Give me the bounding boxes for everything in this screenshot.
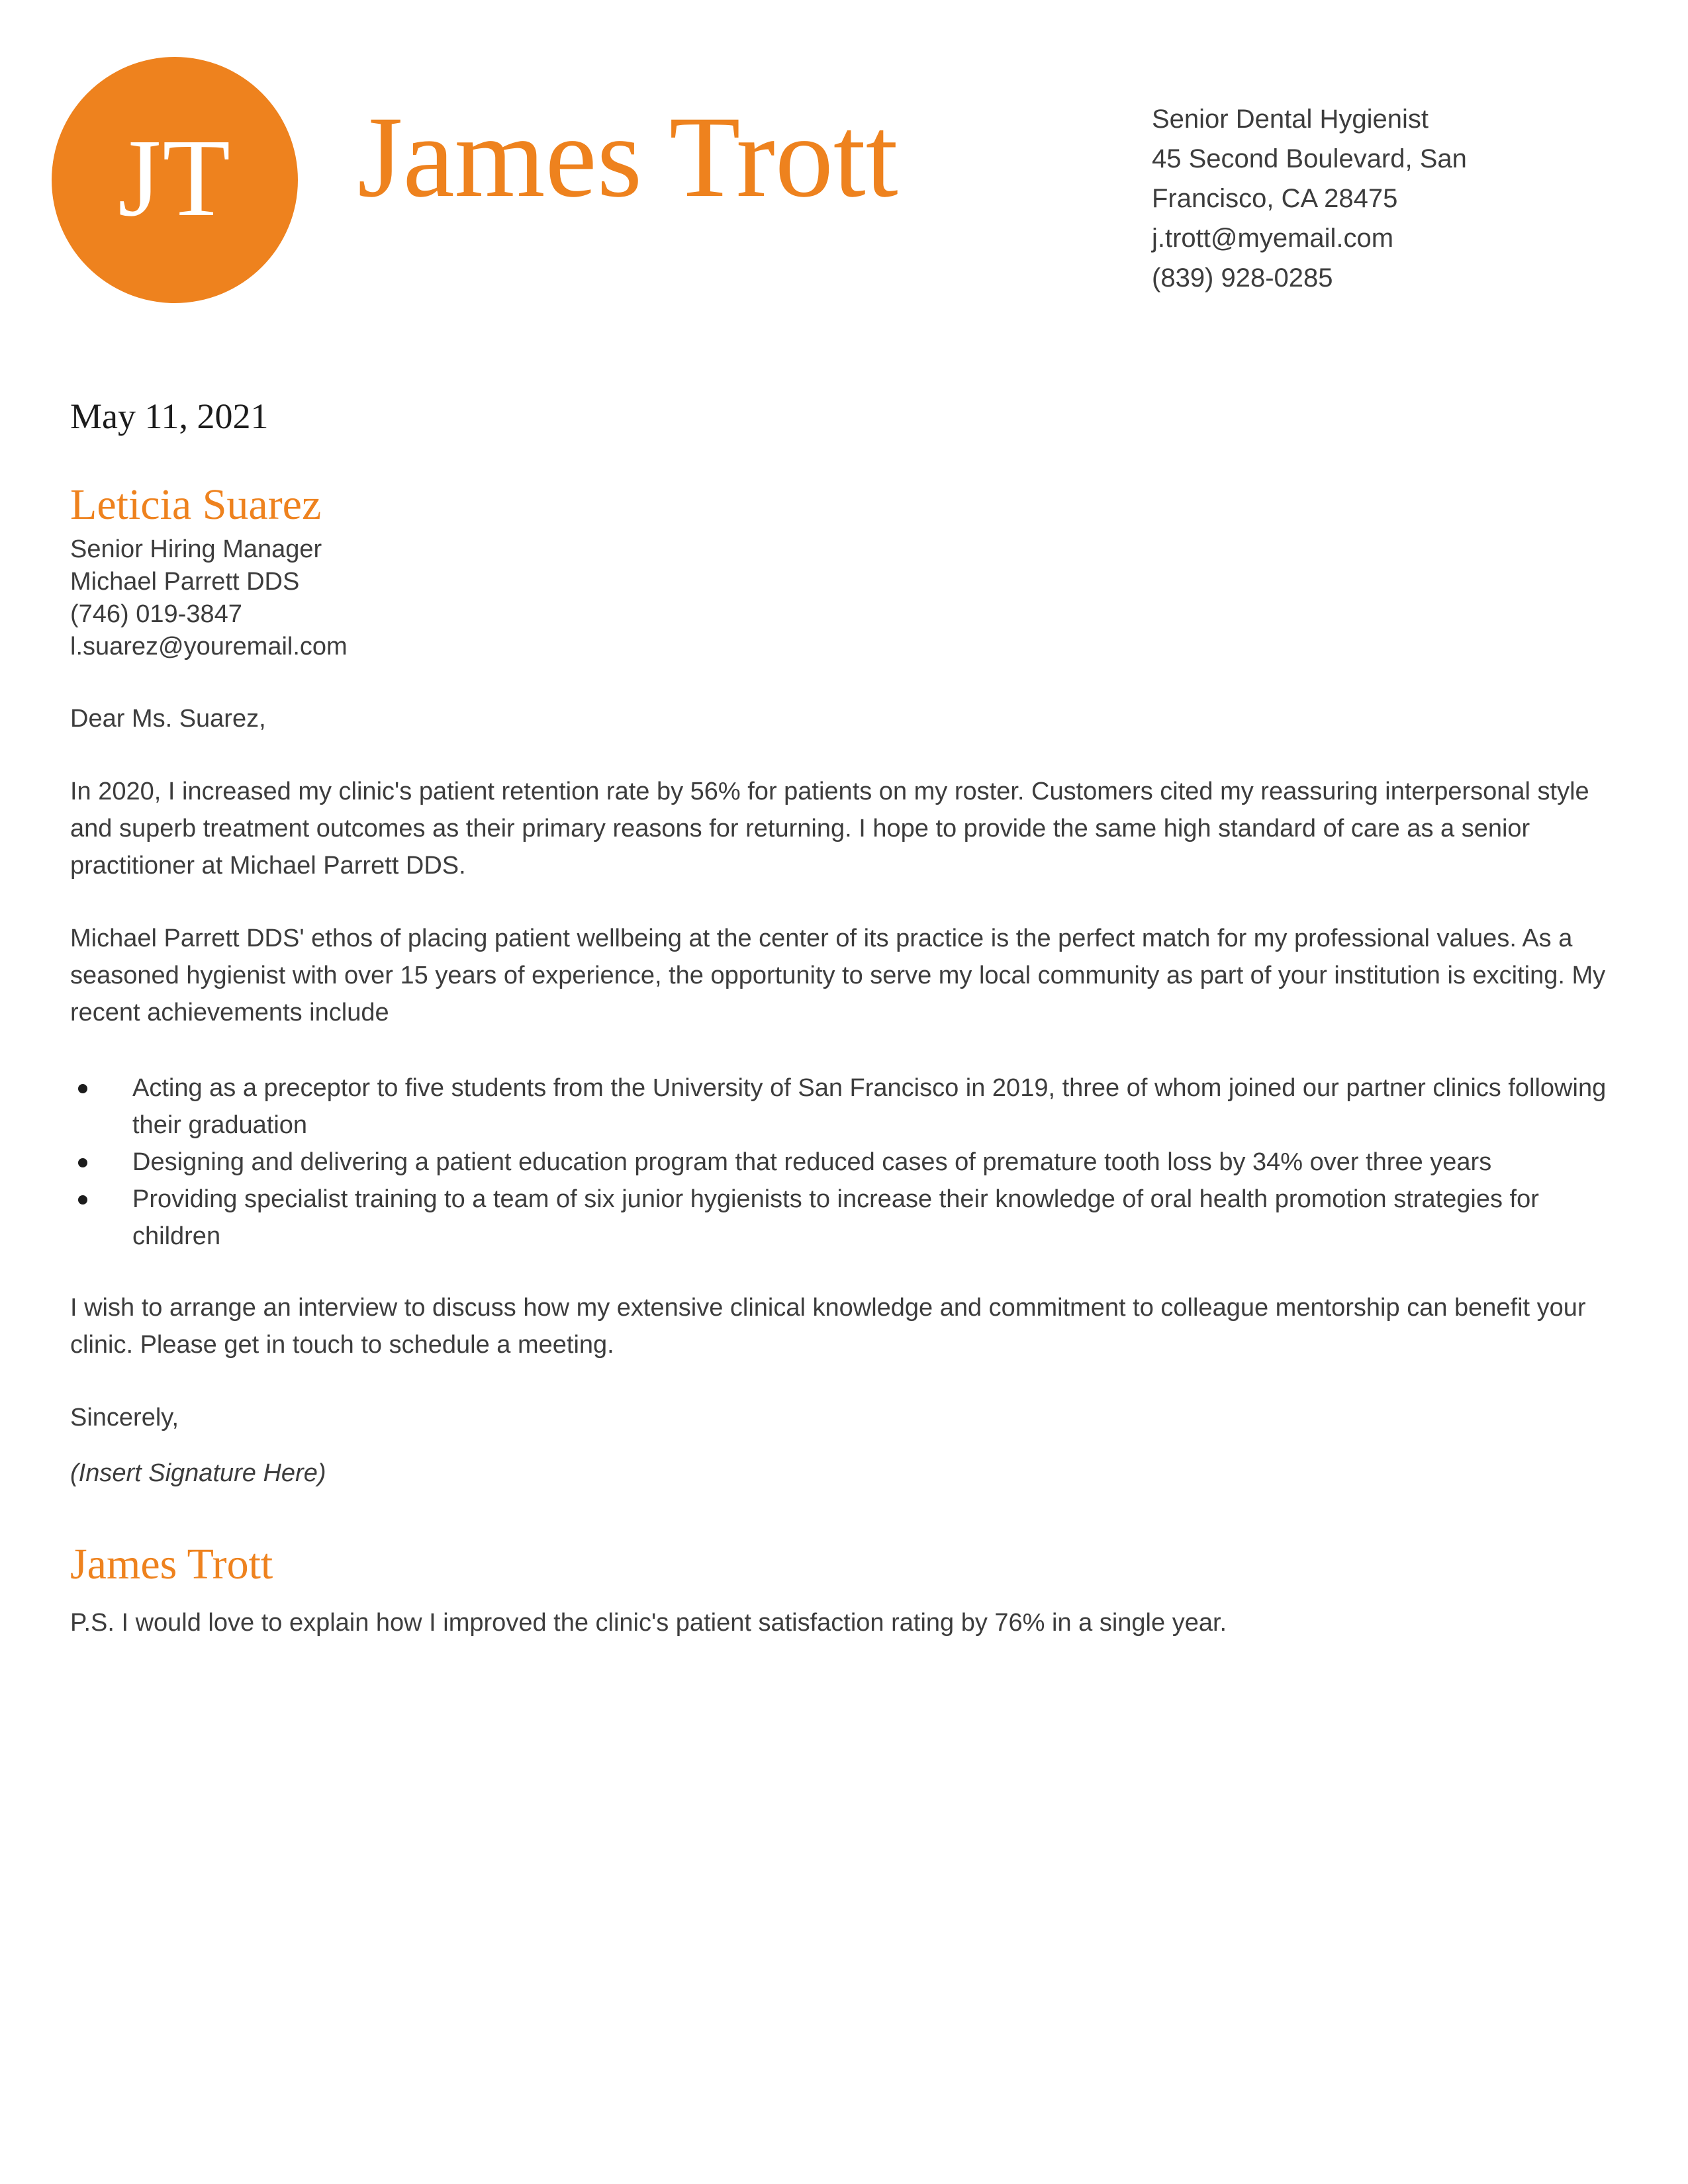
recipient-details <box>70 533 348 663</box>
recipient-phone: (746) 019-3847 <box>70 600 242 628</box>
letter-date: May 11, 2021 <box>70 396 269 436</box>
sender-address-line-2: Francisco, CA 28475 <box>1152 184 1398 213</box>
sender-contact-block <box>1152 99 1549 298</box>
sender-name-heading: James Trott <box>357 93 898 222</box>
signature-placeholder: (Insert Signature Here) <box>70 1459 326 1487</box>
sender-job-title: Senior Dental Hygienist <box>1152 105 1429 134</box>
postscript: P.S. I would love to explain how I improved the clinic's patient satisfaction rating by 76% in a single year. <box>70 1609 1227 1637</box>
list-item: Acting as a preceptor to five students from the University of San Francisco in 2019, three of whom joined our partner clinics following their graduation <box>70 1069 1613 1144</box>
salutation: Dear Ms. Suarez, <box>70 705 266 733</box>
recipient-company: Michael Parrett DDS <box>70 568 300 596</box>
body-paragraph-2: Michael Parrett DDS' ethos of placing patient wellbeing at the center of its practice is the perfect match for my professional values. As a seasoned hygienist with over 15 years of experience, the opportunity to serve my local community as part of your institution is exciting. My recent achievements include <box>70 925 1606 1026</box>
monogram-badge <box>52 57 298 303</box>
achievements-list <box>70 1069 1613 1255</box>
recipient-title: Senior Hiring Manager <box>70 535 322 563</box>
list-item: Designing and delivering a patient education program that reduced cases of premature tooth loss by 34% over three years <box>70 1144 1613 1181</box>
signer-name: James Trott <box>70 1540 273 1588</box>
signoff: Sincerely, <box>70 1404 179 1432</box>
closing-paragraph: I wish to arrange an interview to discuss how my extensive clinical knowledge and commitment to colleague mentorship can benefit your clinic. Please get in touch to schedule a meeting. <box>70 1294 1586 1359</box>
sender-address-line-1: 45 Second Boulevard, San <box>1152 144 1467 173</box>
body-paragraph-1: In 2020, I increased my clinic's patient retention rate by 56% for patients on my roster. Customers cited my reassuring interpersonal style and superb treatment outcomes as their primary reasons for returning. I hope to provide the same high standard of care as a senior practitioner at Michael Parrett DDS. <box>70 778 1589 880</box>
letter-body <box>70 700 1613 1641</box>
recipient-email: l.suarez@youremail.com <box>70 633 348 660</box>
list-item: Providing specialist training to a team of six junior hygienists to increase their knowledge of oral health promotion strategies for children <box>70 1181 1613 1255</box>
sender-phone: (839) 928-0285 <box>1152 263 1333 293</box>
recipient-name: Leticia Suarez <box>70 480 322 529</box>
sender-email: j.trott@myemail.com <box>1152 224 1394 253</box>
monogram-initials: JT <box>118 116 232 240</box>
